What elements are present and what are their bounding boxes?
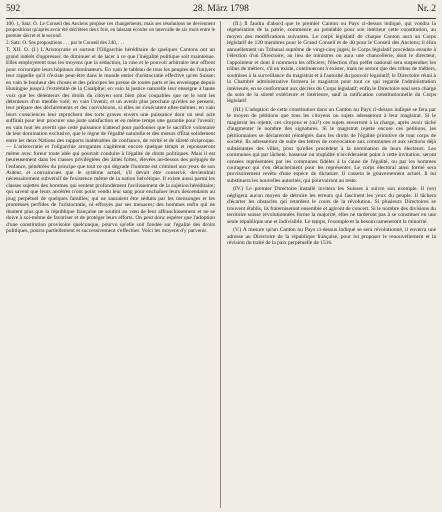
header-rule — [6, 18, 436, 19]
article-paragraph: (III.) L'adoption de cette constitution dans un Canton ou Pays ci-dessus indiqué se fera par le moyen de pétitions que tous les citoyens ou sujets adresseront à leur magistrat. Si le magistrat les rejette, ces citoyens et (ou?) ces sujets enverront à la charge, après avoir tâché d'augmenter le nombre des signatures. Si le magistrat rejette encore ces pétitions, les pétitionnaires se déclareront réintégrés dans les droits de l'égalité primitive de tout corps de société. Ils adresseront de suite des lettres de convocation aux communes et aux sections déjà subsistantes des villes, pour qu'elles procèdent à la nomination de leurs électeurs. Les communes qui par lâcheté, bassesse ou stupidité n'accéderaient point à cette invitation, seront censées représentées par les communes fidèles à la cause de l'égalité, ou par les hommes courageux qui s'en détacheraient pour les représenter. Le corps électoral ainsi formé sera provisoirement revêtu d'une espèce de dictature. Il cassera le gouvernement actuel. Il lui substituera les nouvelles autorités, qui pourvoiront au reste. — [227, 106, 436, 184]
left-column — [6, 21, 215, 509]
section-paragraph: T. XII. O. (I.) L'Aristocratie et surtout l'Oligarchie héréditaire de quelques Cantons ont un grand intérêt d'oppresser, de diminuer et de lacer à ce que l'inégalité politique soit maintenue. Elles employèrent tous les moyens que la séduction, la ruse et le pouvoir arbitraire leur offrent pour corrompre leurs hôpitaux dominateurs. En vain le tableau de tous les peuples de l'univers leur rappelle qu'il n'existe peut-être dans le monde entier d'aristocratie effective qu'en Suisse; en vain le bonheur des choses et des principes les presse de toutes parts et les enveloppe depuis Huningue jusqu'à l'extrémité de la Cisalpine; en vain la justice naturelle leur enseigne à haute voix que les détenteurs des droits du citoyen sont bien plus coupables que ne le sont les détenteurs d'un meuble volé; en vain l'avenir, et un avenir plus prochain qu'elles ne pensent, leur prépare des déchirements et des convulsions, si elles ne s'exécutent elles-mêmes; en vain leurs consciences leur reprochent des torts graves envers une puissance dont un seul acte suffirait pour leur procurer une juste satisfaction et en même temps une garantie pour l'avenir; en vain tout les avertit que cette puissance n'attend pour pardonner que le sacrifice volontaire de leur domination exclusive, que le règne de l'égalité naturelle et des mœurs d'État solidement entre les deux Nations des rapports inaltérables de confiance, de vérité et de sûreté réciproque. — L'aristocratie et l'oligarchie arrogantes s'agitèrent encore quelque temps et repousseront même avec fureur toute idée qui pourrait conduire à l'égalité de droits politiques. Mais il est heureusement dans les classes privilégiées des âmes fortes, élevées au-dessus des préjugés de l'enfance, pénétrées du principe que tout ce qui dégrade l'homme est criminel aux yeux de son Auteur, et convaincues que le système actuel, s'il devait être conservé, deviendrait nécessairement subversif de l'existence même de la nation helvétique. Il existe aussi parmi les classes sujettes des hommes qui sentent profondément l'avilissement de la sujétion héréditaire; qui savent que leurs ancêtres n'ont point vendu leur sang pour enchaîner leurs descendants au joug perpétuel de quelques familles; qui ne sauraient être séduits par les mensonges et les promesses perfides de l'aristocratie, ni effrayés par ses menaces; des hommes enfin qui ne doutent plus que la république française ne soutint au vœu de leur affranchissement et ne se doive à soi-même de favoriser et de protéger leurs efforts. On peut donc espérer que l'adoption d'une constitution provisoire quelconque, pourvu qu'elle soit fondée sur l'égalité des droits politiques, pourra partiellement et successivement s'effectuer. Voici les moyens d'y parvenir. — [6, 47, 215, 235]
issue-number: Nr. 2 — [417, 4, 436, 14]
footnote-paragraph: 106. 1. Satz: O. Le Conseil des Anciens propose ces changements; mais ses résolutions ne deviennent propositions qu'après avoir été décrétées deux fois, en laissant écouler un intervalle de six mois entre le premier décret et le second. — [6, 21, 215, 40]
article-paragraph: (V.) A mesure qu'un Canton ou Pays ci-dessus indiqué se sera révolutionné, il enverra une adresse au Directoire de la république française, pour lui proposer le renouvellement et la révision du traité de la paix perpétuelle de 1516. — [227, 227, 436, 246]
header-date: 28. März 1798 — [193, 4, 249, 14]
article-paragraph: (IV.) Le premier Directoire installé invitera les Suisses à suivre son exemple. Il (on) négligera aucun moyen de détruire les erreurs qui fascinent les yeux du peuple. Il tâchera d'écarter les obstacles qui retardent le cours de la révolution. Si plusieurs Directoires se trouvent établis, ils fraterniseront ensemble et agiront de concert. Si le nombre des divisions du territoire suisse révolutionnées forme la majorité, elles ne tarderont pas à se constituer en une seule république une et indivisible. Le temps, l'exemple et la besoin rameneront la minorité. — [227, 186, 436, 225]
page-header — [6, 4, 436, 18]
page-number: 592 — [6, 4, 21, 14]
right-column — [227, 21, 436, 509]
article-paragraph: (II.) Il faudra d'abord que le premier Canton ou Pays ci-dessus indiqué, qui voudra la régénération de la patrie, commence au préalable pour son intérieur cette constitution, au moyen des modifications suivantes. Le corps législatif de chaque Canton aura un Corps législatif de 120 membres pour le Grand Conseil et de 40 pour le Conseil des Anciens; il élira annuellement un Tribunal suprême de vingt-cinq juges; le Corps législatif procédera ensuite à l'élection d'un Directoire; au lieu de ministres on aura une chancellerie, dont le directeur, l'appointeur et dont il nommera les officiers; l'élection d'un préfet national sera suspendue; les tribus de métiers, s'il en existe, continueront à exister, mais ne seront que des tribus de métiers, soumises à la surveillance du magistrat et à l'autorité du pouvoir législatif; le Directoire réuni à la Chambre administrative formera le magistrat pour tout ce qui regarde l'administration intérieure, en se conformant aux décrets du Corps législatif; enfin le Directoire seul sera chargé du soin de la sûreté extérieure et intérieure, sauf la ratification constitutionnelle du Corps législatif. — [227, 21, 436, 105]
column-divider — [220, 21, 221, 508]
footnote-paragraph: 2. Satz: O. Ses propositions . . . par le Conseil des 240, . . . — [6, 40, 125, 47]
